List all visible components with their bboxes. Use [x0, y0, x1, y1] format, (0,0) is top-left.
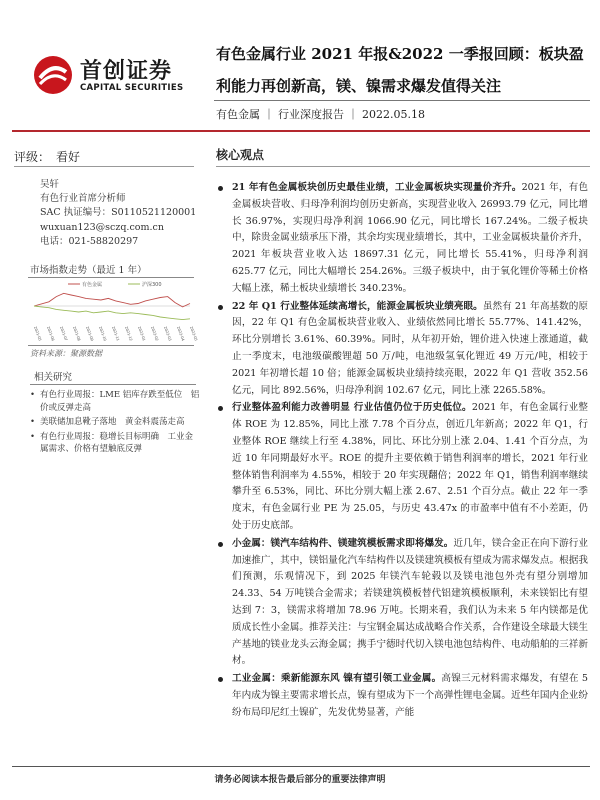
- core-views-body: [218, 180, 588, 723]
- paragraph: 小金属：镁汽车结构件、镁建筑模板需求即将爆发。近几年，镁合金正在向下游行业加速推广，其中，镁铝量化汽车结构件以及镁建筑模板有望成为需求爆发点。根据我们预测，乐观情况下，到 2025 年镁汽车轮毂以及镁电池包外壳有望分别增加 24.33、54 万吨镁合金需求；若镁建筑模板替代铝建筑模板顺利，未来镁铝比有望达到 7：3，镁需求将增加 78.96 万吨。长期来看，我们认为未来 5 年内镁都是优质成长性小金属。推荐关注：与宝钢金属达成战略合作关系，合作建设全球最大镁生产基地的镁业龙头云海金属；携手宁德时代切入镁电池包结构件、电动船舶的三祥新材。: [218, 536, 588, 670]
- analyst-email: wuxuan123@sczq.com.cn: [40, 221, 164, 233]
- x-tick-label: 2021-08: [72, 325, 81, 342]
- divider: [28, 345, 194, 346]
- paragraph: 行业整体盈利能力改善明显 行业估值仍位于历史低位。2021 年，有色金属行业整体 ROE 为 12.85%，同比上涨 7.78 个百分点，创近几年新高；2022 年 Q1，行业整体 ROE 继续上行至 4.38%，同比、环比分别上涨 2.04、1.41 个百分点，为近 10 年同期最好水平。ROE 的提升主要依赖于销售利润率的增长，2021 年行业整体销售利润率为 4.55%，相较于 20 年实现翻倍；2022 年 Q1，销售利润率继续攀升至 6.53%，同比、环比分别大幅上涨 2.67、2.51 个百分点。截止 22 年一季度末，有色金属行业 PE 为 25.05，与历史 43.47x 的市盈率中值有不小差距，仍处于历史底部。: [218, 400, 588, 534]
- related-item[interactable]: • 有色行业周报：稳增长目标明确 工业金属需求、价格有望触底反弹: [30, 431, 194, 454]
- divider: [30, 384, 196, 385]
- market-index-chart: [28, 279, 196, 343]
- x-tick-label: 2021-06: [46, 325, 55, 342]
- x-tick-label: 2021-11: [111, 325, 120, 342]
- legend-label: 沪深300: [142, 282, 162, 288]
- paragraph: 21 年有色金属板块创历史最佳业绩，工业金属板块实现量价齐升。2021 年，有色金属板块营收、归母净利润均创历史新高，实现营业收入 26993.79 亿元，同比增长 36.97%，实现归母净利润 1066.90 亿元，同比增长 167.24%。二级子板块中，除贵金属业绩承压下滑，其余均实现业绩增长，其中，工业金属板块量价齐升，2021 年板块营业收入达 18697.31 亿元，同比增长 55.41%，归母净利润 625.77 亿元，同比大幅增长 254.26%。三级子板块中，由于氧化锂价等稀土价格大幅上涨，稀土板块业绩增长 340.23%。: [218, 180, 588, 298]
- analyst-role: 有色行业首席分析师: [40, 193, 126, 205]
- x-tick-label: 2021-12: [124, 325, 133, 342]
- analyst-info: [40, 178, 196, 249]
- analyst-phone: 电话：021-58820297: [40, 235, 139, 247]
- divider: [214, 100, 590, 101]
- bullet-icon: •: [30, 417, 36, 427]
- x-tick-label: 2021-09: [85, 325, 94, 342]
- logo-chinese-name: 首创证券: [80, 59, 173, 84]
- rating: 评级： 看好: [14, 150, 81, 164]
- divider: [216, 166, 590, 167]
- report-subtitle: 有色金属 ｜ 行业深度报告 ｜ 2022.05.18: [216, 108, 425, 121]
- bullet-icon: [218, 406, 223, 411]
- footer-disclaimer: 请务必阅读本报告最后部分的重要法律声明: [214, 775, 386, 785]
- paragraph: 22 年 Q1 行业整体延续高增长，能源金属板块业绩亮眼。虽然有 21 年高基数的原因，22 年 Q1 有色金属板块营业收入、业绩依然同比增长 55.77%、141.42%，环比分别增长 3.61%、60.39%。同时，从年初开始，锂价进入快速上涨通道，截止一季度末，电池级碳酸锂超 50 万/吨，电池级氢氧化锂近 49 万元/吨，相较于 2021 年初增长超 10 倍；能源金属板块业绩持续亮眼，2022 年 Q1 营收 352.56 亿元，同比 892.56%，归母净利润 102.67 亿元，同比上涨 2265.58%。: [218, 299, 588, 400]
- x-tick-label: 2022-01: [137, 325, 146, 342]
- footer-divider: [12, 766, 590, 767]
- divider: [14, 166, 194, 167]
- x-tick-label: 2021-05: [33, 325, 42, 342]
- bullet-icon: [218, 542, 223, 547]
- core-views-heading: 核心观点: [216, 148, 265, 162]
- header-divider: [12, 130, 590, 132]
- x-tick-label: 2022-04: [176, 325, 185, 342]
- related-research-list: [30, 389, 200, 458]
- divider: [28, 277, 194, 278]
- bullet-icon: •: [30, 431, 36, 442]
- analyst-sac: SAC 执证编号：S0110521120001: [40, 207, 197, 219]
- series-line: [34, 306, 190, 320]
- bullet-icon: [218, 677, 223, 682]
- x-tick-label: 2022-02: [150, 325, 159, 342]
- chart-title: 市场指数走势（最近 1 年）: [30, 265, 147, 276]
- x-tick-label: 2021-10: [98, 325, 107, 342]
- related-research-title: 相关研究: [34, 372, 73, 383]
- analyst-name: 吴轩: [40, 179, 60, 190]
- legend-label: 有色金属: [82, 282, 103, 288]
- bullet-icon: [218, 305, 223, 310]
- x-tick-label: 2022-05: [189, 325, 198, 342]
- company-logo: [32, 52, 202, 102]
- related-item[interactable]: • 美联储加息靴子落地 黄金料震荡走高: [30, 417, 185, 427]
- x-tick-label: 2022-03: [163, 325, 172, 342]
- series-line: [34, 293, 190, 307]
- chart-source: 资料来源：聚源数据: [30, 349, 102, 358]
- logo-english-name: CAPITAL SECURITIES: [80, 83, 184, 93]
- bullet-icon: [218, 186, 223, 191]
- capital-securities-logo-icon: [32, 54, 74, 96]
- report-title: 有色金属行业 2021 年报&2022 一季报回顾：板块盈利能力再创新高，镁、镍需求爆发值得关注: [216, 45, 584, 95]
- x-tick-label: 2021-07: [59, 325, 68, 342]
- paragraph: 工业金属：乘新能源东风 镍有望引领工业金属。高镍三元材料需求爆发，有望在 5 年内成为镍主要需求增长点，镍有望成为下一个高弹性锂电金属。近些年国内企业纷纷布局印尼红土镍矿，先发优势显著，产能: [218, 671, 588, 721]
- bullet-icon: •: [30, 390, 36, 400]
- related-item[interactable]: • 有色行业周报：LME 铝库存跌至低位 铝价或反弹走高: [30, 390, 200, 413]
